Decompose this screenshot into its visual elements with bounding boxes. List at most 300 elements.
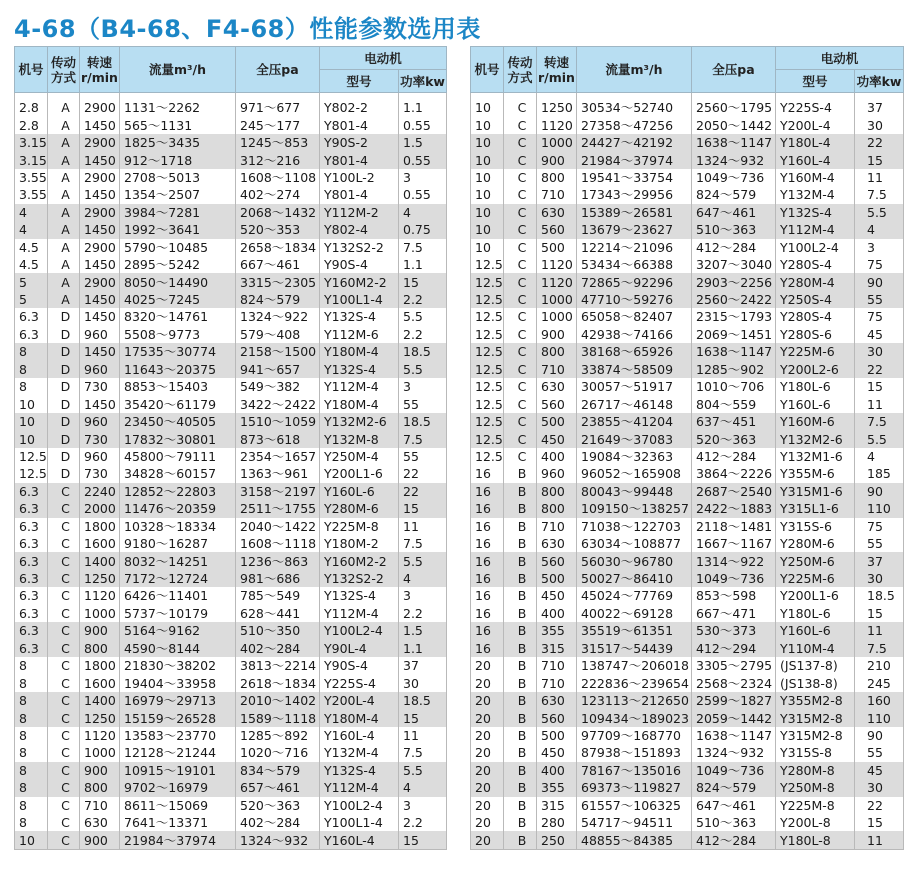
- cell-motor-model: Y280M-4: [776, 273, 855, 290]
- cell-pressure: 3813～2214: [236, 657, 320, 674]
- cell-motor-model: Y250M-4: [320, 448, 399, 465]
- cell-speed: 1120: [537, 116, 577, 133]
- cell-pressure: 637～451: [692, 413, 776, 430]
- table-row: [15, 430, 447, 447]
- cell-flow: 45800～79111: [120, 448, 236, 465]
- cell-machine-no: 12.5: [15, 448, 48, 465]
- cell-speed: 1800: [80, 518, 120, 535]
- cell-speed: 500: [537, 413, 577, 430]
- table-row: [15, 239, 447, 256]
- cell-speed: 710: [537, 361, 577, 378]
- cell-speed: 800: [537, 483, 577, 500]
- cell-machine-no: 20: [471, 657, 504, 674]
- cell-motor-power: 3: [399, 378, 447, 395]
- cell-drive-mode: C: [504, 378, 537, 395]
- cell-pressure: 2422～1883: [692, 500, 776, 517]
- cell-machine-no: 16: [471, 605, 504, 622]
- cell-flow: 138747～206018: [577, 657, 692, 674]
- cell-motor-power: 3: [855, 239, 904, 256]
- cell-machine-no: 10: [471, 221, 504, 238]
- cell-pressure: 824～579: [692, 779, 776, 796]
- cell-motor-power: 15: [399, 500, 447, 517]
- cell-drive-mode: B: [504, 570, 537, 587]
- cell-motor-model: Y90L-4: [320, 640, 399, 657]
- cell-machine-no: 10: [471, 204, 504, 221]
- cell-motor-model: Y160M-4: [776, 169, 855, 186]
- cell-motor-model: Y180M-2: [320, 535, 399, 552]
- cell-machine-no: 3.15: [15, 134, 48, 151]
- cell-speed: 500: [537, 727, 577, 744]
- cell-pressure: 1020～716: [236, 744, 320, 761]
- cell-machine-no: 8: [15, 744, 48, 761]
- cell-motor-model: Y280S-6: [776, 326, 855, 343]
- cell-motor-model: Y355M-6: [776, 465, 855, 482]
- col-header-drive-mode: 传动 方式: [504, 47, 537, 93]
- cell-drive-mode: B: [504, 605, 537, 622]
- cell-motor-power: 11: [855, 622, 904, 639]
- cell-pressure: 1010～706: [692, 378, 776, 395]
- col-header-speed: 转速 r/min: [537, 47, 577, 93]
- cell-speed: 1450: [80, 186, 120, 203]
- cell-drive-mode: C: [48, 605, 80, 622]
- cell-pressure: 510～363: [692, 221, 776, 238]
- cell-speed: 1120: [80, 587, 120, 604]
- cell-machine-no: 8: [15, 378, 48, 395]
- cell-drive-mode: B: [504, 535, 537, 552]
- cell-pressure: 2010～1402: [236, 692, 320, 709]
- cell-motor-model: Y200L2-6: [776, 361, 855, 378]
- table-row: [15, 343, 447, 360]
- cell-motor-model: Y110M-4: [776, 640, 855, 657]
- cell-machine-no: 5: [15, 291, 48, 308]
- cell-flow: 9702～16979: [120, 779, 236, 796]
- cell-flow: 63034～108877: [577, 535, 692, 552]
- cell-pressure: 2658～1834: [236, 239, 320, 256]
- cell-flow: 45024～77769: [577, 587, 692, 604]
- cell-machine-no: 6.3: [15, 622, 48, 639]
- cell-motor-model: Y315M2-8: [776, 709, 855, 726]
- table-row: [471, 134, 904, 151]
- cell-drive-mode: A: [48, 291, 80, 308]
- cell-motor-model: Y225M-8: [320, 518, 399, 535]
- cell-speed: 800: [537, 500, 577, 517]
- cell-motor-model: Y250S-4: [776, 291, 855, 308]
- cell-speed: 1120: [537, 256, 577, 273]
- cell-pressure: 2903～2256: [692, 273, 776, 290]
- cell-drive-mode: D: [48, 413, 80, 430]
- cell-motor-model: Y180M-4: [320, 709, 399, 726]
- table-row: [15, 186, 447, 203]
- cell-machine-no: 10: [471, 169, 504, 186]
- cell-speed: 1250: [80, 570, 120, 587]
- cell-drive-mode: B: [504, 465, 537, 482]
- cell-drive-mode: D: [48, 395, 80, 412]
- cell-speed: 560: [537, 709, 577, 726]
- cell-speed: 2900: [80, 169, 120, 186]
- table-row: [471, 395, 904, 412]
- cell-flow: 10915～19101: [120, 762, 236, 779]
- cell-pressure: 2315～1793: [692, 308, 776, 325]
- cell-motor-power: 11: [855, 831, 904, 849]
- cell-drive-mode: C: [48, 518, 80, 535]
- cell-machine-no: 10: [15, 413, 48, 430]
- cell-motor-power: 5.5: [399, 308, 447, 325]
- cell-drive-mode: A: [48, 151, 80, 168]
- cell-motor-model: Y180L-6: [776, 605, 855, 622]
- cell-machine-no: 20: [471, 727, 504, 744]
- cell-flow: 35519～61351: [577, 622, 692, 639]
- cell-flow: 8611～15069: [120, 797, 236, 814]
- cell-motor-power: 0.75: [399, 221, 447, 238]
- cell-pressure: 2158～1500: [236, 343, 320, 360]
- cell-speed: 730: [80, 465, 120, 482]
- table-row: [471, 640, 904, 657]
- cell-motor-power: 30: [855, 570, 904, 587]
- cell-motor-model: (JS137-8): [776, 657, 855, 674]
- cell-motor-model: Y160L-6: [776, 622, 855, 639]
- cell-flow: 21984～37974: [120, 831, 236, 849]
- cell-drive-mode: B: [504, 657, 537, 674]
- cell-machine-no: 6.3: [15, 570, 48, 587]
- cell-drive-mode: C: [48, 657, 80, 674]
- cell-drive-mode: C: [48, 640, 80, 657]
- col-header-power: 功率kw: [855, 70, 904, 93]
- cell-pressure: 647～461: [692, 797, 776, 814]
- cell-speed: 960: [80, 361, 120, 378]
- cell-machine-no: 12.5: [471, 273, 504, 290]
- cell-pressure: 2059～1442: [692, 709, 776, 726]
- cell-drive-mode: C: [48, 622, 80, 639]
- cell-drive-mode: C: [504, 343, 537, 360]
- cell-pressure: 2354～1657: [236, 448, 320, 465]
- cell-pressure: 1638～1147: [692, 134, 776, 151]
- cell-speed: 1250: [537, 99, 577, 116]
- cell-motor-power: 15: [855, 814, 904, 831]
- table-row: [471, 814, 904, 831]
- cell-speed: 730: [80, 378, 120, 395]
- cell-motor-model: Y132S2-2: [320, 239, 399, 256]
- cell-flow: 12852～22803: [120, 483, 236, 500]
- cell-speed: 1450: [80, 308, 120, 325]
- cell-motor-model: Y315M2-8: [776, 727, 855, 744]
- cell-motor-model: Y132S-4: [320, 361, 399, 378]
- cell-drive-mode: B: [504, 483, 537, 500]
- cell-flow: 97709～168770: [577, 727, 692, 744]
- cell-drive-mode: C: [504, 326, 537, 343]
- cell-motor-power: 18.5: [855, 587, 904, 604]
- cell-speed: 1450: [80, 256, 120, 273]
- cell-drive-mode: C: [48, 727, 80, 744]
- cell-speed: 1450: [80, 151, 120, 168]
- cell-motor-power: 37: [855, 99, 904, 116]
- cell-pressure: 2618～1834: [236, 674, 320, 691]
- cell-motor-model: Y112M-2: [320, 204, 399, 221]
- cell-drive-mode: B: [504, 622, 537, 639]
- cell-machine-no: 16: [471, 587, 504, 604]
- table-row: [15, 831, 447, 849]
- cell-drive-mode: D: [48, 326, 80, 343]
- cell-drive-mode: C: [48, 587, 80, 604]
- table-row: [15, 326, 447, 343]
- cell-motor-power: 30: [855, 116, 904, 133]
- cell-pressure: 2560～2422: [692, 291, 776, 308]
- cell-machine-no: 8: [15, 361, 48, 378]
- cell-motor-power: 22: [855, 361, 904, 378]
- cell-motor-power: 37: [855, 552, 904, 569]
- cell-motor-power: 15: [399, 709, 447, 726]
- cell-motor-power: 7.5: [399, 535, 447, 552]
- cell-flow: 12128～21244: [120, 744, 236, 761]
- cell-machine-no: 12.5: [471, 291, 504, 308]
- cell-motor-power: 75: [855, 518, 904, 535]
- cell-flow: 21984～37974: [577, 151, 692, 168]
- cell-pressure: 3158～2197: [236, 483, 320, 500]
- cell-motor-power: 15: [399, 831, 447, 849]
- cell-flow: 17535～30774: [120, 343, 236, 360]
- cell-flow: 56030～96780: [577, 552, 692, 569]
- cell-pressure: 941～657: [236, 361, 320, 378]
- cell-flow: 31517～54439: [577, 640, 692, 657]
- table-row: [471, 256, 904, 273]
- cell-flow: 72865～92296: [577, 273, 692, 290]
- cell-machine-no: 20: [471, 762, 504, 779]
- cell-motor-power: 4: [855, 221, 904, 238]
- cell-motor-power: 30: [855, 779, 904, 796]
- cell-motor-power: 0.55: [399, 151, 447, 168]
- cell-machine-no: 4: [15, 204, 48, 221]
- cell-machine-no: 10: [15, 831, 48, 849]
- cell-flow: 61557～106325: [577, 797, 692, 814]
- table-row: [471, 831, 904, 849]
- cell-pressure: 3422～2422: [236, 395, 320, 412]
- table-row: [15, 640, 447, 657]
- cell-drive-mode: D: [48, 448, 80, 465]
- cell-flow: 5508～9773: [120, 326, 236, 343]
- table-row: [471, 239, 904, 256]
- cell-pressure: 1285～902: [692, 361, 776, 378]
- cell-motor-power: 7.5: [855, 186, 904, 203]
- table-row: [471, 797, 904, 814]
- cell-pressure: 579～408: [236, 326, 320, 343]
- cell-pressure: 1324～932: [236, 831, 320, 849]
- cell-speed: 710: [537, 518, 577, 535]
- cell-drive-mode: A: [48, 239, 80, 256]
- cell-flow: 23450～40505: [120, 413, 236, 430]
- cell-speed: 960: [80, 413, 120, 430]
- cell-drive-mode: A: [48, 116, 80, 133]
- table-row: [15, 727, 447, 744]
- cell-flow: 69373～119827: [577, 779, 692, 796]
- cell-motor-power: 0.55: [399, 186, 447, 203]
- cell-motor-model: Y280M-6: [776, 535, 855, 552]
- cell-speed: 1000: [537, 134, 577, 151]
- cell-flow: 24427～42192: [577, 134, 692, 151]
- cell-motor-model: Y200L-4: [320, 692, 399, 709]
- cell-machine-no: 12.5: [471, 430, 504, 447]
- cell-motor-model: Y180L-8: [776, 831, 855, 849]
- cell-pressure: 1245～853: [236, 134, 320, 151]
- cell-motor-model: Y132S-4: [320, 308, 399, 325]
- cell-pressure: 412～284: [692, 239, 776, 256]
- cell-motor-model: Y225M-8: [776, 797, 855, 814]
- cell-drive-mode: C: [48, 831, 80, 849]
- cell-speed: 710: [537, 674, 577, 691]
- cell-pressure: 2040～1422: [236, 518, 320, 535]
- col-header-flow: 流量m³/h: [577, 47, 692, 93]
- table-row: [15, 535, 447, 552]
- cell-motor-power: 37: [399, 657, 447, 674]
- cell-speed: 800: [80, 640, 120, 657]
- cell-motor-power: 4: [399, 204, 447, 221]
- cell-pressure: 3864～2226: [692, 465, 776, 482]
- cell-drive-mode: C: [504, 134, 537, 151]
- cell-flow: 11476～20359: [120, 500, 236, 517]
- cell-flow: 1354～2507: [120, 186, 236, 203]
- cell-machine-no: 12.5: [471, 378, 504, 395]
- cell-flow: 42938～74166: [577, 326, 692, 343]
- cell-flow: 21830～38202: [120, 657, 236, 674]
- cell-motor-model: Y280M-6: [320, 500, 399, 517]
- cell-speed: 2900: [80, 204, 120, 221]
- cell-motor-power: 55: [399, 395, 447, 412]
- cell-pressure: 971～677: [236, 99, 320, 116]
- cell-flow: 17832～30801: [120, 430, 236, 447]
- table-row: [471, 326, 904, 343]
- cell-flow: 9180～16287: [120, 535, 236, 552]
- table-row: [471, 622, 904, 639]
- cell-motor-power: 22: [399, 465, 447, 482]
- cell-drive-mode: D: [48, 465, 80, 482]
- cell-pressure: 2560～1795: [692, 99, 776, 116]
- cell-flow: 123113～212650: [577, 692, 692, 709]
- cell-drive-mode: D: [48, 308, 80, 325]
- cell-pressure: 1510～1059: [236, 413, 320, 430]
- cell-speed: 315: [537, 640, 577, 657]
- cell-machine-no: 8: [15, 797, 48, 814]
- cell-motor-power: 18.5: [399, 413, 447, 430]
- cell-flow: 23855～41204: [577, 413, 692, 430]
- cell-motor-model: Y90S-2: [320, 134, 399, 151]
- cell-drive-mode: B: [504, 674, 537, 691]
- cell-machine-no: 16: [471, 570, 504, 587]
- cell-machine-no: 12.5: [471, 256, 504, 273]
- cell-motor-power: 2.2: [399, 326, 447, 343]
- cell-motor-power: 185: [855, 465, 904, 482]
- cell-motor-model: Y801-4: [320, 151, 399, 168]
- cell-speed: 1000: [537, 291, 577, 308]
- cell-drive-mode: C: [504, 204, 537, 221]
- cell-motor-power: 75: [855, 256, 904, 273]
- cell-speed: 630: [537, 378, 577, 395]
- cell-speed: 1000: [537, 308, 577, 325]
- cell-flow: 109434～189023: [577, 709, 692, 726]
- cell-machine-no: 12.5: [471, 361, 504, 378]
- cell-speed: 710: [80, 797, 120, 814]
- cell-pressure: 1324～932: [692, 151, 776, 168]
- cell-motor-model: Y160L-4: [320, 831, 399, 849]
- cell-machine-no: 12.5: [15, 465, 48, 482]
- cell-pressure: 873～618: [236, 430, 320, 447]
- cell-speed: 500: [537, 570, 577, 587]
- cell-drive-mode: D: [48, 361, 80, 378]
- cell-speed: 2240: [80, 483, 120, 500]
- cell-pressure: 520～363: [236, 797, 320, 814]
- cell-pressure: 510～350: [236, 622, 320, 639]
- cell-machine-no: 12.5: [471, 448, 504, 465]
- cell-machine-no: 6.3: [15, 326, 48, 343]
- cell-motor-power: 90: [855, 483, 904, 500]
- cell-drive-mode: D: [48, 343, 80, 360]
- cell-motor-model: Y132M1-6: [776, 448, 855, 465]
- cell-pressure: 412～284: [692, 831, 776, 849]
- cell-motor-model: Y160L-6: [320, 483, 399, 500]
- cell-drive-mode: B: [504, 640, 537, 657]
- cell-pressure: 2068～1432: [236, 204, 320, 221]
- cell-speed: 960: [80, 448, 120, 465]
- cell-speed: 900: [537, 326, 577, 343]
- cell-pressure: 1236～863: [236, 552, 320, 569]
- cell-drive-mode: C: [504, 239, 537, 256]
- cell-machine-no: 6.3: [15, 605, 48, 622]
- table-row: [15, 169, 447, 186]
- cell-motor-power: 3: [399, 797, 447, 814]
- cell-motor-model: Y100L2-4: [320, 797, 399, 814]
- cell-motor-model: Y315S-8: [776, 744, 855, 761]
- table-row: [15, 204, 447, 221]
- cell-speed: 1000: [80, 744, 120, 761]
- cell-flow: 4590～8144: [120, 640, 236, 657]
- table-row: [471, 605, 904, 622]
- cell-machine-no: 6.3: [15, 308, 48, 325]
- cell-flow: 53434～66388: [577, 256, 692, 273]
- table-row: [15, 692, 447, 709]
- cell-flow: 6426～11401: [120, 587, 236, 604]
- cell-flow: 912～1718: [120, 151, 236, 168]
- cell-pressure: 312～216: [236, 151, 320, 168]
- cell-drive-mode: D: [48, 430, 80, 447]
- cell-speed: 355: [537, 622, 577, 639]
- cell-flow: 80043～99448: [577, 483, 692, 500]
- cell-drive-mode: B: [504, 692, 537, 709]
- col-header-pressure: 全压pa: [236, 47, 320, 93]
- cell-drive-mode: C: [48, 535, 80, 552]
- cell-drive-mode: C: [48, 483, 80, 500]
- cell-machine-no: 16: [471, 640, 504, 657]
- cell-machine-no: 12.5: [471, 326, 504, 343]
- table-row: [471, 465, 904, 482]
- cell-speed: 1000: [80, 605, 120, 622]
- table-row: [15, 779, 447, 796]
- cell-motor-model: Y280M-8: [776, 762, 855, 779]
- cell-drive-mode: C: [504, 395, 537, 412]
- cell-flow: 47710～59276: [577, 291, 692, 308]
- table-row: [471, 448, 904, 465]
- cell-flow: 21649～37083: [577, 430, 692, 447]
- cell-flow: 40022～69128: [577, 605, 692, 622]
- table-row: [471, 221, 904, 238]
- cell-machine-no: 10: [471, 151, 504, 168]
- cell-drive-mode: C: [504, 256, 537, 273]
- cell-speed: 710: [537, 657, 577, 674]
- cell-pressure: 657～461: [236, 779, 320, 796]
- table-row: [15, 518, 447, 535]
- table-row: [471, 430, 904, 447]
- cell-motor-model: Y200L1-6: [776, 587, 855, 604]
- cell-speed: 800: [537, 169, 577, 186]
- cell-machine-no: 16: [471, 465, 504, 482]
- table-row: [15, 413, 447, 430]
- cell-flow: 8032～14251: [120, 552, 236, 569]
